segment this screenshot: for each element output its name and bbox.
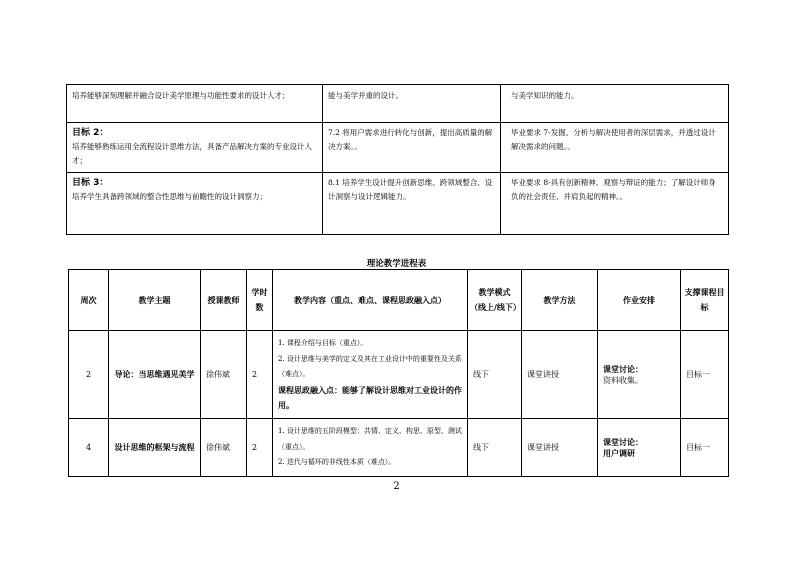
content-item: 1. 课程介绍与目标（重点）。 <box>278 339 368 347</box>
schedule-title: 理论教学进程表 <box>366 259 427 269</box>
graduation-requirement-text: 毕业要求 8-具有创新精神、观察与辩证的能力；了解设计师身负的社会责任、并肩负起的精神。。 <box>511 178 716 201</box>
objective-description <box>67 85 323 123</box>
teacher-cell: 徐伟斌 <box>201 419 247 477</box>
header-support: 支撑课程目标 <box>681 270 729 331</box>
graduation-requirement-text: 与美学知识的能力。 <box>511 91 579 100</box>
graduation-requirement-text: 毕业要求 7-发掘、分析与解决使用者的深层需求，并透过设计解决需求的问题。。 <box>511 128 716 151</box>
objective-text: 培养能够熟练运用全流程设计思维方法，具备产品解决方案的专业设计人才； <box>72 142 312 165</box>
objective-text: 培养能够深刻理解并融合设计美学原理与功能性要求的设计人才； <box>72 91 290 100</box>
header-teacher: 授课教师 <box>201 270 247 331</box>
objective-text: 培养学生具备跨领域的整合性思维与前瞻性的设计洞察力； <box>72 192 267 201</box>
schedule-header-row <box>69 270 729 331</box>
support-cell: 目标一 <box>681 331 729 419</box>
content-item: 2. 迭代与循环的非线性本质（难点）。 <box>278 458 396 466</box>
graduation-requirement-cell <box>501 173 729 235</box>
header-method: 教学方法 <box>522 270 598 331</box>
objective-row <box>67 123 729 173</box>
indicator-text: 能与美学并重的设计。 <box>328 91 403 100</box>
mode-cell: 线下 <box>468 331 522 419</box>
homework-body: 用户调研 <box>603 448 635 458</box>
header-hours: 学时数 <box>247 270 273 331</box>
header-week: 周次 <box>69 270 109 331</box>
header-homework: 作业安排 <box>598 270 681 331</box>
objective-title: 目标 2： <box>72 128 109 138</box>
indicator-cell <box>323 123 501 173</box>
content-item: 2. 设计思维与美学的定义及其在工业设计中的重要性及关系（难点）。 <box>278 354 462 378</box>
homework-body: 资料收集。 <box>603 375 643 385</box>
header-content: 教学内容（重点、难点、课程思政融入点） <box>273 270 468 331</box>
method-cell: 课堂讲授 <box>522 331 598 419</box>
indicator-text: 8.1 培养学生设计提升创新思维、跨领域整合、设计洞察与设计逻辑能力。 <box>328 178 493 201</box>
graduation-requirement-cell <box>501 85 729 123</box>
hours-cell: 2 <box>247 419 273 477</box>
method-cell: 课堂讲授 <box>522 419 598 477</box>
objective-description <box>67 123 323 173</box>
homework-title: 课堂讨论： <box>603 364 643 374</box>
mode-cell: 线下 <box>468 419 522 477</box>
homework-cell <box>598 331 681 419</box>
objective-row <box>67 173 729 235</box>
objective-description <box>67 173 323 235</box>
header-topic: 教学主题 <box>109 270 201 331</box>
table-row <box>69 331 729 419</box>
header-mode-line2: （线上/线下） <box>470 303 521 312</box>
page-number: 2 <box>393 481 400 492</box>
support-cell: 目标一 <box>681 419 729 477</box>
content-cell <box>273 331 468 419</box>
objectives-table <box>66 84 729 235</box>
header-mode <box>468 270 522 331</box>
ideological-point: 课程思政融入点：能够了解设计思维对工业设计的作用。 <box>278 385 462 410</box>
content-item: 1. 设计思维的五阶段模型：共情、定义、构思、原型、测试（重点）。 <box>278 427 462 451</box>
topic-cell: 导论：当思维遇见美学 <box>109 331 201 419</box>
homework-cell <box>598 419 681 477</box>
week-cell: 4 <box>69 419 109 477</box>
topic-cell: 设计思维的框架与流程 <box>109 419 201 477</box>
objective-title: 目标 3： <box>72 178 109 188</box>
objective-row <box>67 85 729 123</box>
indicator-cell <box>323 85 501 123</box>
homework-title: 课堂讨论： <box>603 437 643 447</box>
header-mode-line1: 教学模式 <box>478 288 511 297</box>
teacher-cell: 徐伟斌 <box>201 331 247 419</box>
graduation-requirement-cell <box>501 123 729 173</box>
indicator-text: 7.2 将用户需求进行转化与创新，提出高质量的解决方案。。 <box>328 128 493 151</box>
indicator-cell <box>323 173 501 235</box>
hours-cell: 2 <box>247 331 273 419</box>
table-row <box>69 419 729 477</box>
week-cell: 2 <box>69 331 109 419</box>
schedule-table <box>68 269 729 477</box>
content-cell <box>273 419 468 477</box>
